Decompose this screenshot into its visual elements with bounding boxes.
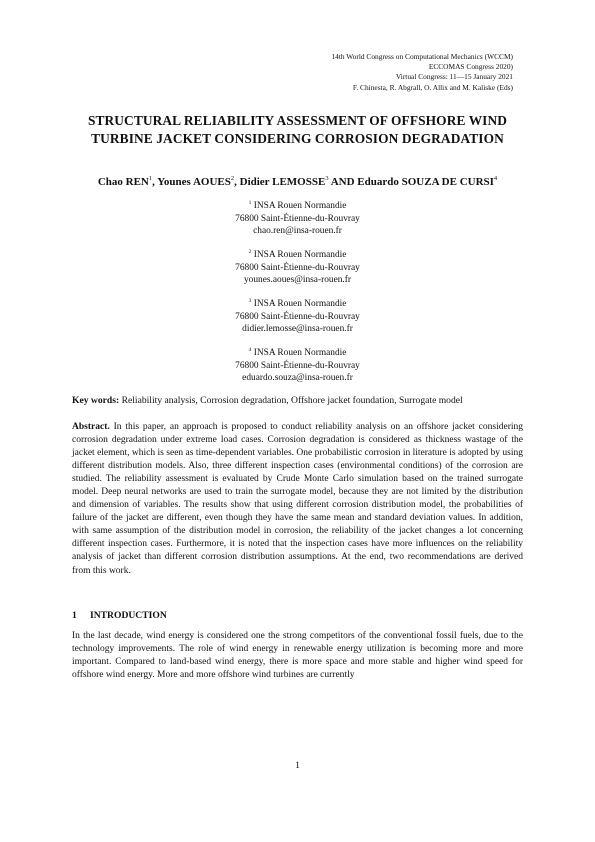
author-affil-mark: 1 (148, 175, 153, 182)
conference-header (331, 52, 513, 93)
conference-line: ECCOMAS Congress 2020) (428, 62, 513, 72)
paper-title (70, 112, 525, 148)
author-affil-mark: 3 (325, 175, 329, 182)
keywords-label: Key words: (72, 395, 120, 406)
affil-mark: 4 (248, 347, 252, 353)
affil-mark: 1 (248, 200, 252, 206)
affiliation-2 (150, 246, 445, 287)
affiliation-4 (150, 344, 445, 385)
affil-address: 76800 Saint-Étienne-du-Rouvray (235, 213, 360, 224)
affiliation-3 (150, 295, 445, 336)
author-name: Chao REN (97, 176, 149, 188)
abstract-text: In this paper, an approach is proposed to conduct reliability analysis on an offshore jacket considering corrosion degradation under extreme load cases. Corrosion degradation is considered as thickness wastage of the jacket element, which is seen as time-dependent variables. One probabilistic corrosion in literature is adopted by using different distribution models. Also, three different inspection cases (environmental conditions) of the corrosion are studied. The reliability assessment is evaluated by Crude Monte Carlo simulation based on the trained surrogate model. Deep neural networks are used to train the surrogate model, because they are not limited by the distribution and dimension of variables. The results show that using different corrosion distribution model, the probabilities of failure of the jacket are different, even though they have the same mean and standard deviation values. In addition, with same assumption of the distribution model in corrosion, the reliability of the jacket changes a lot concerning different inspection cases. Furthermore, it is noted that the inspection cases have more influences on the reliability analysis of jacket than different corrosion distribution assumptions. At the end, two recommendations are derived from this work. (72, 422, 523, 576)
affil-institution: INSA Rouen Normandie (253, 201, 347, 211)
affil-institution: INSA Rouen Normandie (253, 348, 347, 358)
affil-email[interactable]: younes.aoues@insa-rouen.fr (243, 275, 352, 286)
affil-address: 76800 Saint-Étienne-du-Rouvray (235, 360, 360, 371)
author-name: Younes AOUES (157, 176, 231, 188)
affil-email[interactable]: didier.lemosse@insa-rouen.fr (242, 324, 353, 335)
section-title: INTRODUCTION (90, 610, 167, 621)
affil-email[interactable]: chao.ren@insa-rouen.fr (253, 226, 342, 237)
conference-line: Virtual Congress: 11—15 January 2021 (395, 72, 513, 82)
author-sep: , (152, 176, 158, 188)
introduction-paragraph: In the last decade, wind energy is considered one the strong competitors of the conventional fossil fuels, due to the technology improvements. The role of wind energy in renewable energy utilization is becoming more and more important. Compared to land-based wind energy, there is more space and more stable and higher wind speed for offshore wind energy. More and more offshore wind turbines are currently (72, 631, 523, 681)
affil-address: 76800 Saint-Étienne-du-Rouvray (235, 262, 360, 273)
keywords (72, 395, 523, 406)
conference-line: 14th World Congress on Computational Mechanics (WCCM) (331, 52, 513, 61)
affil-institution: INSA Rouen Normandie (253, 250, 347, 260)
keywords-text: Reliability analysis, Corrosion degradation, Offshore jacket foundation, Surrogate model (121, 395, 463, 406)
conference-editors: F. Chinesta, R. Abgrall, O. Allix and M. Kaliske (Eds) (352, 82, 513, 92)
abstract (72, 421, 523, 578)
section-heading (72, 610, 167, 621)
page-number: 1 (295, 760, 300, 771)
author-sep: , (234, 176, 240, 188)
author-sep: AND (328, 176, 358, 188)
affiliation-1 (150, 197, 445, 238)
author-affil-mark: 4 (493, 175, 498, 182)
author-name: Didier LEMOSSE (239, 176, 326, 188)
abstract-label: Abstract. (72, 422, 110, 432)
affil-mark: 2 (248, 249, 252, 255)
author-list (60, 175, 535, 188)
affil-email[interactable]: eduardo.souza@insa-rouen.fr (242, 373, 353, 384)
affil-mark: 3 (248, 298, 252, 304)
section-number: 1 (72, 610, 77, 621)
affil-address: 76800 Saint-Étienne-du-Rouvray (235, 311, 360, 322)
affil-institution: INSA Rouen Normandie (253, 299, 347, 309)
title-line: STRUCTURAL RELIABILITY ASSESSMENT OF OFFSHORE WIND (87, 113, 508, 128)
author-affil-mark: 2 (230, 175, 235, 182)
title-line: TURBINE JACKET CONSIDERING CORROSION DEGRADATION (91, 131, 504, 146)
author-name: Eduardo SOUZA DE CURSI (357, 176, 494, 188)
